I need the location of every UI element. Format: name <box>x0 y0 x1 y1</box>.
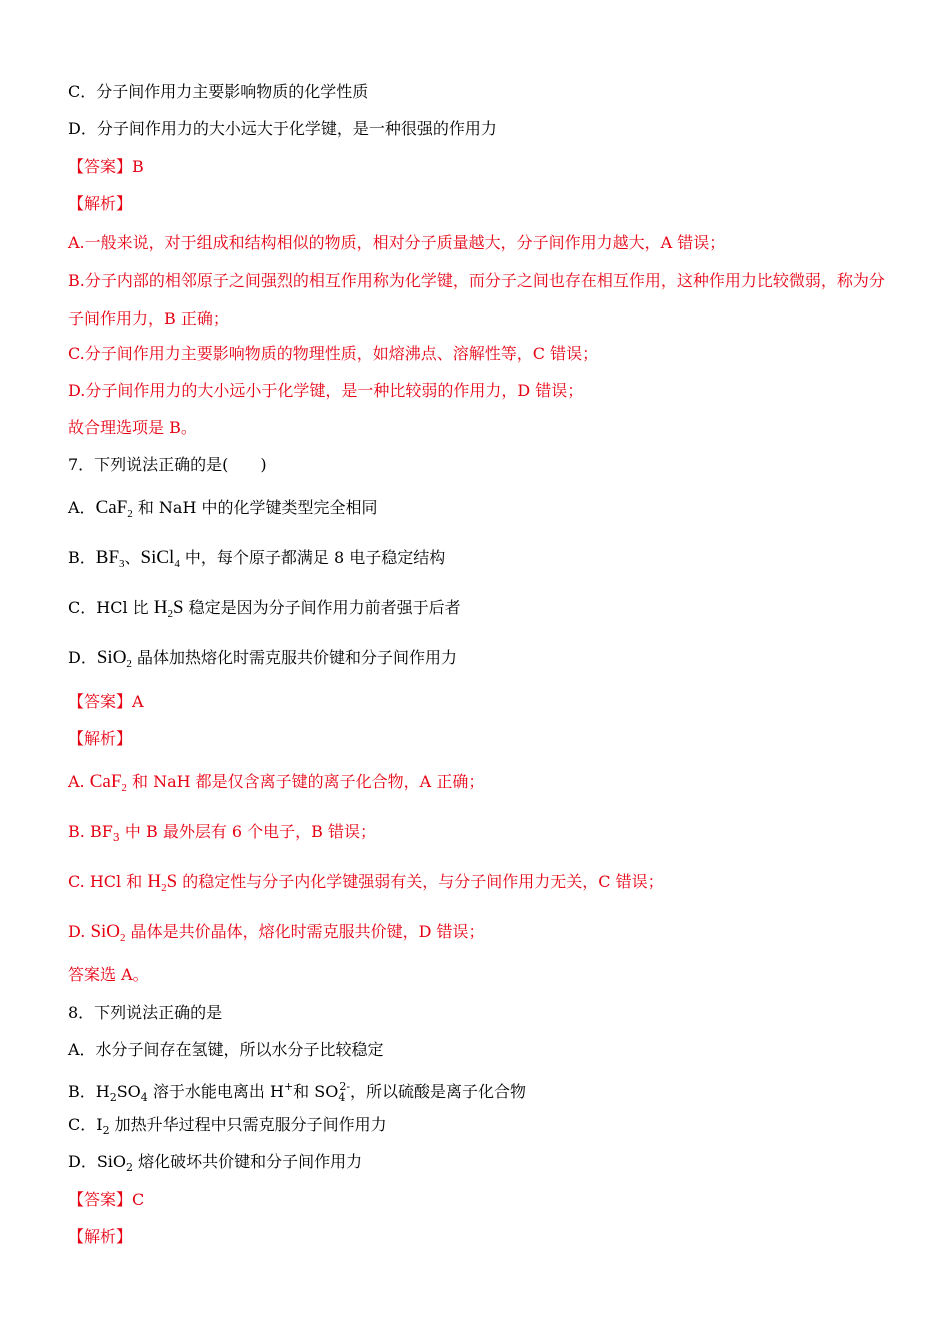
option-letter: C．HCl 比 <box>68 598 154 617</box>
analysis-line-a: A.一般来说，对于组成和结构相似的物质，相对分子质量越大，分子间作用力越大，A 错误； <box>68 233 726 252</box>
subscript: 2 <box>161 882 167 894</box>
answer-bracket: 【答案】 <box>68 692 133 711</box>
subscript: 3 <box>112 831 120 844</box>
option-text: ，所以硫酸是离子化合物 <box>350 1082 527 1101</box>
analysis-text: 中 B 最外层有 6 个电子，B 错误； <box>119 822 377 841</box>
question-8-option-b <box>68 1075 890 1110</box>
formula <box>96 547 125 568</box>
question-8-option-a: A．水分子间存在氢键，所以水分子比较稳定 <box>68 1040 384 1059</box>
option-text: 溶于水能电离出 H <box>147 1082 284 1101</box>
option-text: 晶体加热熔化时需克服共价键和分子间作用力 <box>131 648 458 667</box>
option-text: SO <box>116 1082 141 1101</box>
question-7-option-c <box>68 596 890 626</box>
superscript: + <box>283 1080 294 1093</box>
analysis-line-c: C.分子间作用力主要影响物质的物理性质，如熔沸点、溶解性等，C 错误； <box>68 344 599 363</box>
question-7-option-a <box>68 496 890 526</box>
question-7-stem: 7．下列说法正确的是( ) <box>68 455 267 474</box>
formula-text: SiO <box>90 921 121 942</box>
analysis-7-a <box>68 770 890 800</box>
option-text: 和 SO <box>293 1082 339 1101</box>
option-c-line: C．分子间作用力主要影响物质的化学性质 <box>68 82 369 101</box>
answer-value: C <box>132 1190 145 1209</box>
option-text: D．SiO <box>68 1152 127 1171</box>
separator: 、 <box>124 548 141 567</box>
formula-text: CaF <box>89 771 122 792</box>
answer-bracket: 【答案】 <box>68 157 133 176</box>
option-letter: A． <box>68 498 96 517</box>
formula <box>96 497 133 518</box>
question-8-option-d <box>68 1150 890 1180</box>
option-text: 中，每个原子都满足 8 电子稳定结构 <box>179 548 446 567</box>
option-text: 和 NaH 中的化学键类型完全相同 <box>132 498 378 517</box>
formula <box>97 647 132 668</box>
formula <box>141 547 180 568</box>
analysis-text: 的稳定性与分子内化学键强弱有关，与分子间作用力无关，C 错误； <box>177 872 664 891</box>
option-letter: B. <box>68 822 90 841</box>
subscript: 2 <box>121 782 127 794</box>
analysis-conclusion: 故合理选项是 B。 <box>68 418 197 437</box>
subscript: 2 <box>109 1091 117 1104</box>
analysis-label: 【解析】 <box>68 729 133 748</box>
answer-label <box>68 1188 890 1212</box>
formula-text: S <box>172 597 184 618</box>
subscript: 4 <box>338 1091 346 1104</box>
subscript: 2 <box>167 608 173 620</box>
question-7-option-d <box>68 646 890 676</box>
option-text: B．H <box>68 1082 110 1101</box>
option-text: 稳定是因为分子间作用力前者强于后者 <box>183 598 461 617</box>
option-letter: C. HCl 和 <box>68 872 148 891</box>
question-8-stem: 8．下列说法正确的是 <box>68 1003 223 1022</box>
analysis-line-d: D.分子间作用力的大小远小于化学键，是一种比较弱的作用力，D 错误； <box>68 381 584 400</box>
analysis-text: 和 NaH 都是仅含离子键的离子化合物，A 正确； <box>126 772 485 791</box>
formula-text: S <box>166 871 178 892</box>
analysis-7-b <box>68 820 890 850</box>
subscript: 2 <box>102 1124 110 1137</box>
superscript: 2- <box>339 1080 351 1093</box>
option-text: 熔化破坏共价键和分子间作用力 <box>133 1152 363 1171</box>
question-7-option-b <box>68 546 890 576</box>
answer-label <box>68 690 890 714</box>
analysis-label: 【解析】 <box>68 194 133 213</box>
subscript: 2 <box>126 658 132 670</box>
formula-text: BF <box>95 547 120 568</box>
subscript: 4 <box>174 558 180 570</box>
formula <box>90 771 127 792</box>
subscript: 3 <box>119 558 125 570</box>
option-text: C．I <box>68 1115 103 1134</box>
analysis-line-b: B.分子内部的相邻原子之间强烈的相互作用称为化学键，而分子之间也存在相互作用，这种作用力比较微弱，称为分子间作用力，B 正确； <box>68 271 885 328</box>
formula-text: H <box>147 871 162 892</box>
question-8-option-c <box>68 1113 890 1143</box>
subscript: 2 <box>120 932 126 944</box>
analysis-label: 【解析】 <box>68 1227 133 1246</box>
option-text: 加热升华过程中只需克服分子间作用力 <box>109 1115 387 1134</box>
answer-label <box>68 155 890 179</box>
formula <box>89 822 120 844</box>
option-letter: A. <box>68 772 90 791</box>
answer-value: A <box>132 692 144 711</box>
formula-text: SiO <box>96 647 127 668</box>
formula-text: CaF <box>95 497 128 518</box>
subscript: 2 <box>127 508 133 520</box>
answer-value: B <box>132 157 144 176</box>
option-letter: D． <box>68 648 97 667</box>
analysis-text: 晶体是共价晶体，熔化时需克服共价键，D 错误； <box>125 922 485 941</box>
formula <box>154 597 184 618</box>
subscript: 2 <box>126 1161 134 1174</box>
formula <box>90 921 125 942</box>
subscript: 4 <box>140 1091 148 1104</box>
formula-text: H <box>153 597 168 618</box>
option-letter: B． <box>68 548 96 567</box>
formula <box>147 871 177 892</box>
answer-bracket: 【答案】 <box>68 1190 133 1209</box>
analysis-conclusion: 答案选 A。 <box>68 965 149 984</box>
formula-text: BF <box>89 822 113 841</box>
formula-text: SiCl <box>140 547 175 568</box>
analysis-7-c <box>68 870 890 900</box>
analysis-7-d <box>68 920 890 950</box>
option-letter: D. <box>68 922 91 941</box>
option-d-line: D．分子间作用力的大小远大于化学键，是一种很强的作用力 <box>68 119 497 138</box>
